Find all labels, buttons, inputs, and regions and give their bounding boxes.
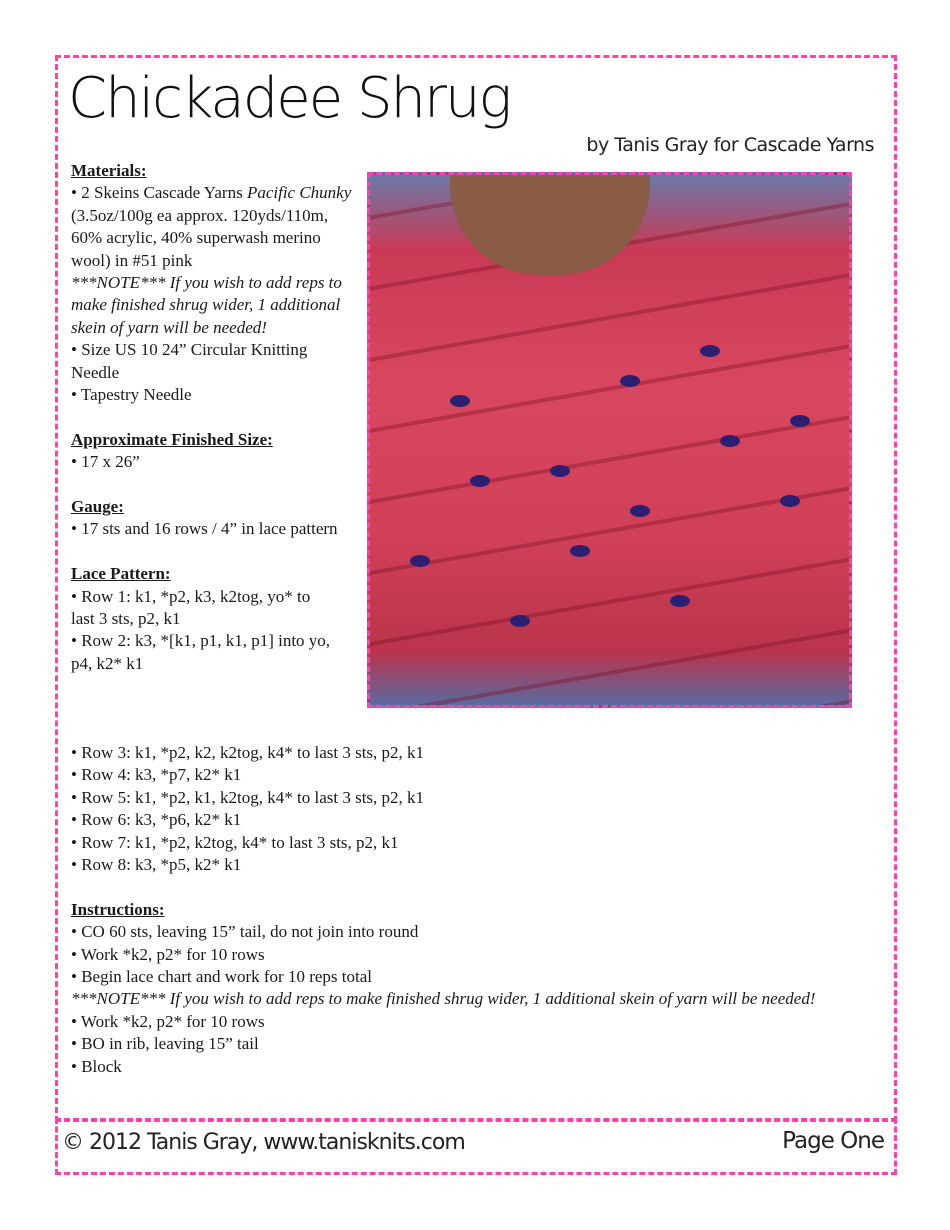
lace-row: • Row 4: k3, *p7, k2* k1 [71, 765, 242, 785]
lace-row: • Row 2: k3, *[k1, p1, k1, p1] into yo, p4, k2* k1 [71, 631, 331, 673]
yarn-text: • 2 Skeins Cascade Yarns [71, 183, 247, 203]
lace-heading: Lace Pattern: [71, 564, 171, 584]
lace-row: • Row 3: k1, *p2, k2, k2tog, k4* to last 3 sts, p2, k1 [71, 743, 425, 762]
instruction-step: • Block [71, 1056, 122, 1076]
shrug-photo [367, 172, 852, 708]
lace-row: • Row 8: k3, *p5, k2* k1 [71, 855, 242, 875]
size-value: • 17 x 26” [71, 452, 140, 472]
lace-row: • Row 6: k3, *p6, k2* k1 [71, 810, 242, 830]
materials-item-tapestry: • Tapestry Needle [71, 385, 192, 405]
instructions-heading: Instructions: [71, 899, 165, 919]
materials-heading: Materials: [71, 161, 147, 180]
model-head [450, 172, 650, 275]
size-heading: Approximate Finished Size: [71, 429, 273, 449]
materials-note: ***NOTE*** If you wish to add reps to make finished shrug wider, 1 additional skein of yarn will be needed! [71, 273, 342, 337]
instruction-step: • CO 60 sts, leaving 15” tail, do not join into round [71, 922, 419, 942]
gauge-heading: Gauge: [71, 497, 124, 517]
yarn-details: (3.5oz/100g ea approx. 120yds/110m, 60% acrylic, 40% superwash merino wool) in #51 pink [71, 205, 329, 270]
footer-copyright: © 2012 Tanis Gray, www.tanisknits.com [62, 1130, 465, 1155]
instructions-note: ***NOTE*** If you wish to add reps to make finished shrug wider, 1 additional skein of yarn will be needed! [71, 989, 816, 1009]
materials-item-needle: • Size US 10 24” Circular Knitting Needle [71, 340, 308, 382]
materials-item-yarn [71, 182, 356, 272]
instruction-step: • Work *k2, p2* for 10 rows [71, 944, 265, 964]
lace-row: • Row 5: k1, *p2, k1, k2tog, k4* to last 3 sts, p2, k1 [71, 787, 425, 807]
lace-row: • Row 7: k1, *p2, k2tog, k4* to last 3 sts, p2, k1 [71, 832, 399, 852]
instruction-step: • Begin lace chart and work for 10 reps total [71, 967, 372, 987]
lace-row: • Row 1: k1, *p2, k3, k2tog, yo* to last 3 sts, p2, k1 [71, 586, 311, 629]
full-width-section [71, 742, 851, 1078]
page-title: Chickadee Shrug [68, 66, 511, 131]
yarn-name: Pacific Chunky [246, 183, 352, 203]
instruction-step: • BO in rib, leaving 15” tail [71, 1034, 259, 1054]
footer-page-number: Page One [782, 1128, 884, 1154]
instruction-step: • Work *k2, p2* for 10 rows [71, 1011, 265, 1031]
gauge-value: • 17 sts and 16 rows / 4” in lace pattern [71, 519, 338, 539]
byline: by Tanis Gray for Cascade Yarns [586, 134, 874, 156]
left-column [71, 160, 356, 675]
